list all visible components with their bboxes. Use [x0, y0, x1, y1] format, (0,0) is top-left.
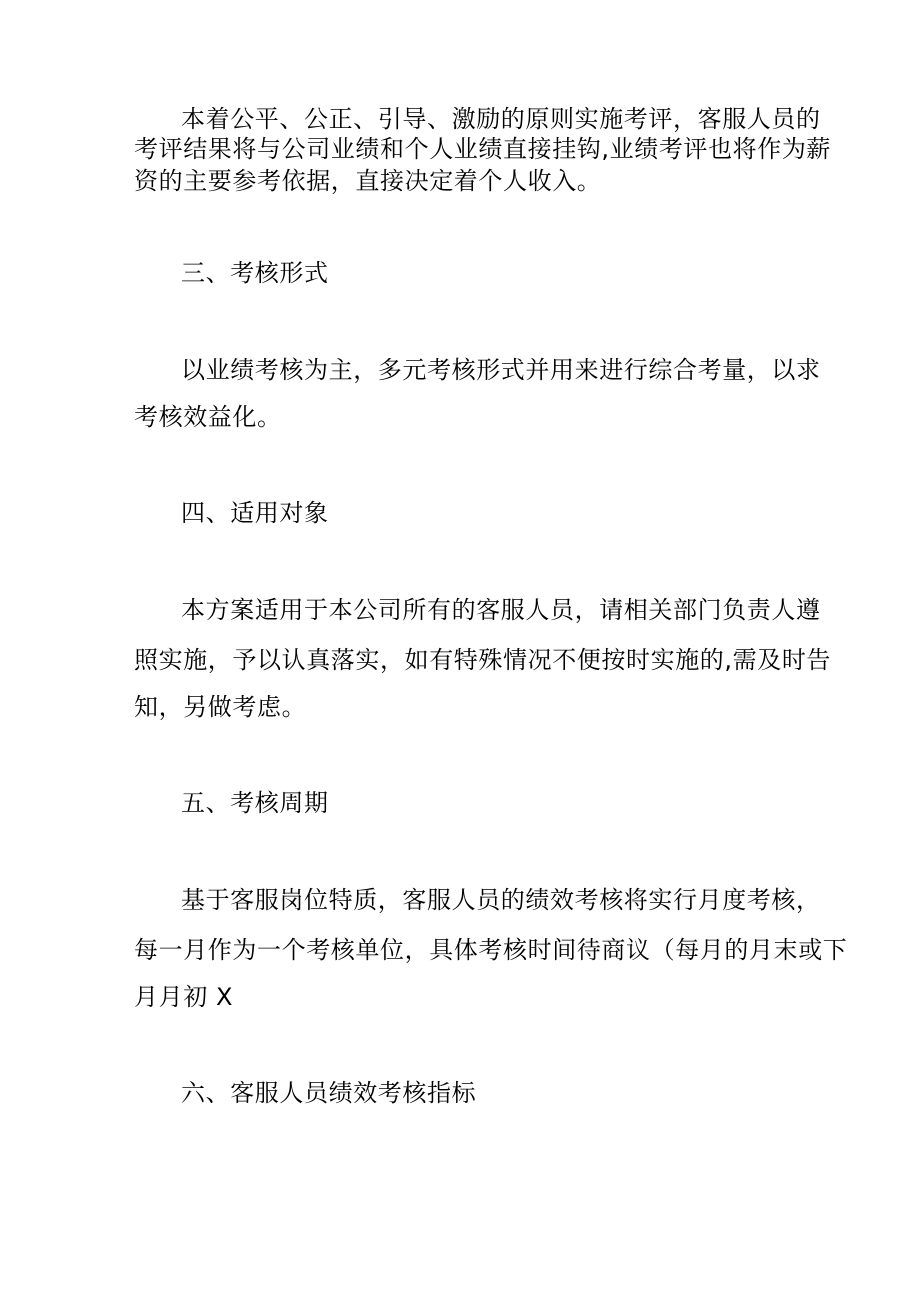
section-4-line-1: 本方案适用于本公司所有的客服人员，请相关部门负责人遵	[181, 596, 821, 624]
section-3-line-1: 以业绩考核为主，多元考核形式并用来进行综合考量，以求	[181, 356, 821, 384]
section-3-line-2: 考核效益化。	[134, 403, 282, 431]
intro-line-1: 本着公平、公正、引导、激励的原则实施考评，客服人员的	[181, 105, 821, 133]
intro-line-2: 考评结果将与公司业绩和个人业绩直接挂钩,业绩考评也将作为薪	[134, 135, 832, 163]
section-4-line-2: 照实施，予以认真落实，如有特殊情况不便按时实施的,需及时告	[134, 646, 832, 674]
section-5-line-2: 每一月作为一个考核单位，具体考核时间待商议（每月的月末或下	[134, 936, 848, 964]
section-5-line-3: 月月初 X	[134, 983, 234, 1011]
section-6-heading: 六、客服人员绩效考核指标	[181, 1079, 477, 1107]
section-4-line-3: 知，另做考虑。	[134, 693, 307, 721]
section-4-heading: 四、适用对象	[181, 499, 329, 527]
section-5-heading: 五、考核周期	[181, 789, 329, 817]
section-3-heading: 三、考核形式	[181, 259, 329, 287]
intro-line-3: 资的主要参考依据，直接决定着个人收入。	[134, 167, 602, 195]
section-5-line-1: 基于客服岗位特质，客服人员的绩效考核将实行月度考核，	[181, 886, 821, 914]
